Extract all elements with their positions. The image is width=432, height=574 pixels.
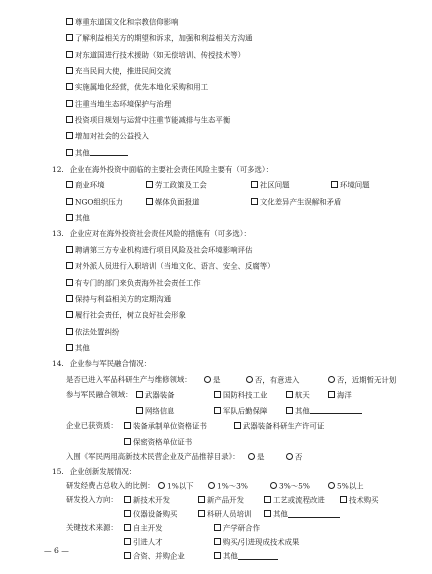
option-energy-saving[interactable]: 投资项目规划与运营中注重节能减排与生态平衡: [66, 116, 230, 126]
option-field-other[interactable]: 其他: [286, 407, 362, 415]
radio-enter-no-plan[interactable]: 否，近期暂无计划: [328, 376, 396, 384]
radio-enter-intend[interactable]: 否，有意进入: [246, 376, 299, 384]
option-process-improve[interactable]: 工艺或流程改进: [264, 496, 325, 504]
option-public-welfare[interactable]: 增加对社会的公益投入: [66, 132, 149, 142]
radio-rd-3-5[interactable]: 3%～5%: [270, 482, 310, 490]
page-number: — 6 —: [44, 546, 69, 555]
src-label: 关键技术来源：: [66, 523, 118, 533]
option-src-other[interactable]: 其他: [214, 552, 278, 560]
radio-rd-above-5[interactable]: 5%以上: [328, 482, 364, 490]
option-ngo-pressure[interactable]: NGO组织压力: [66, 198, 123, 206]
q15-dir-row1: [66, 496, 416, 506]
option-military-logistics[interactable]: 军队后勤保障: [214, 407, 267, 415]
rd-label: 研发经费占总收入的比例：: [66, 481, 155, 491]
q15-src-row2: [66, 538, 416, 548]
option-respect-culture[interactable]: 尊重东道国文化和宗教信仰影响: [66, 18, 178, 28]
radio-catalog-no[interactable]: 否: [286, 453, 302, 461]
option-stakeholder-communication[interactable]: 了解利益相关方的期望和诉求，加强和利益相关方沟通: [66, 34, 252, 44]
option-negative-media[interactable]: 媒体负面报道: [146, 198, 199, 206]
option-self-develop[interactable]: 自主开发: [124, 524, 163, 532]
option-labor-policy[interactable]: 劳工政策及工会: [146, 181, 207, 189]
option-joint-venture[interactable]: 合资、并购企业: [124, 552, 185, 560]
option-new-tech[interactable]: 新技术开发: [124, 496, 170, 504]
q15-src-row3: [66, 552, 416, 562]
q12-other[interactable]: 其他: [66, 214, 90, 224]
field-label: 参与军民融合领域：: [66, 390, 133, 400]
option-weapons-license[interactable]: 武器装备科研生产许可证: [234, 422, 324, 430]
option-new-product[interactable]: 新产品开发: [198, 496, 244, 504]
q13-heading: 13. 企业应对在海外投资社会责任风险的措施有（可多选）：: [52, 229, 251, 239]
q14-heading: 14. 企业参与军民融合情况：: [52, 359, 152, 369]
catalog-label: 入围《军民两用高新技术民营企业及产品推荐目录》：: [66, 452, 240, 462]
option-cultural-difference[interactable]: 文化差异产生误解和矛盾: [251, 198, 341, 206]
option-business-environment[interactable]: 商业环境: [66, 181, 105, 189]
other-blank[interactable]: [238, 553, 278, 560]
q15-heading: 15. 企业创新发展情况：: [52, 467, 137, 477]
option-social-image[interactable]: 履行社会责任，树立良好社会形象: [66, 311, 186, 321]
dir-label: 研发投入方向：: [66, 495, 118, 505]
radio-rd-1-3[interactable]: 1%～3%: [208, 482, 248, 490]
q13-other[interactable]: 其他: [66, 344, 90, 354]
option-localized-operation[interactable]: 实施属地化经营，优先本地化采购和用工: [66, 83, 208, 93]
option-environment-issues[interactable]: 环境问题: [331, 181, 370, 189]
q15-rd-row: [66, 482, 416, 492]
option-weapons[interactable]: 武器装备: [136, 391, 175, 399]
option-civil-ambassador[interactable]: 充当民间大使，推进民间交流: [66, 67, 171, 77]
option-dedicated-department[interactable]: 有专门的部门来负责海外社会责任工作: [66, 279, 201, 289]
option-expat-training[interactable]: 对外派人员进行入职培训（当地文化、语言、安全、反腐等）: [66, 262, 275, 272]
radio-enter-yes[interactable]: 是: [204, 376, 220, 384]
radio-rd-below-1[interactable]: 1%以下: [158, 482, 194, 490]
enter-label: 是否已进入军品科研生产与维修领域：: [66, 374, 192, 384]
option-defense-industry[interactable]: 国防科技工业: [214, 391, 267, 399]
option-regular-communication[interactable]: 保持与利益相关方的定期沟通: [66, 295, 171, 305]
option-confidentiality-cert[interactable]: 保密资格单位证书: [124, 438, 192, 446]
option-equipment-purchase[interactable]: 仪器设备购买: [124, 510, 177, 518]
option-aerospace[interactable]: 航天: [286, 391, 310, 399]
option-ocean[interactable]: 海洋: [328, 391, 352, 399]
q12-heading: 12. 企业在海外投资中面临的主要社会责任风险主要有（可多选）：: [52, 164, 274, 174]
option-dir-other[interactable]: 其他: [264, 510, 340, 518]
option-talent-import[interactable]: 引进人才: [124, 538, 163, 546]
option-equipment-contractor[interactable]: 装备承制单位资格证书: [124, 422, 207, 430]
option-network-info[interactable]: 网络信息: [136, 407, 175, 415]
q15-dir-row2: [66, 510, 416, 520]
radio-catalog-yes[interactable]: 是: [248, 453, 264, 461]
option-tech-purchase[interactable]: 技术购买: [340, 496, 379, 504]
option-third-party-assessment[interactable]: 聘请第三方专业机构进行项目风险及社会环境影响评估: [66, 246, 252, 256]
option-buy-tech[interactable]: 购买/引进现成技术成果: [214, 538, 299, 546]
option-other-top[interactable]: 其他: [66, 149, 128, 159]
option-staff-training[interactable]: 科研人员培训: [198, 510, 251, 518]
other-blank[interactable]: [288, 511, 340, 518]
qual-label: 企业已获资质：: [66, 421, 118, 431]
option-community-issues[interactable]: 社区问题: [251, 181, 290, 189]
option-industry-academia[interactable]: 产学研合作: [214, 524, 260, 532]
option-technical-assistance[interactable]: 对东道国进行技术援助（如无偿培训、传授技术等）: [66, 51, 245, 61]
option-ecology-protection[interactable]: 注重当地生态环境保护与治理: [66, 100, 171, 110]
q15-src-row1: [66, 524, 416, 534]
option-legal-disputes[interactable]: 依法处置纠纷: [66, 328, 119, 338]
